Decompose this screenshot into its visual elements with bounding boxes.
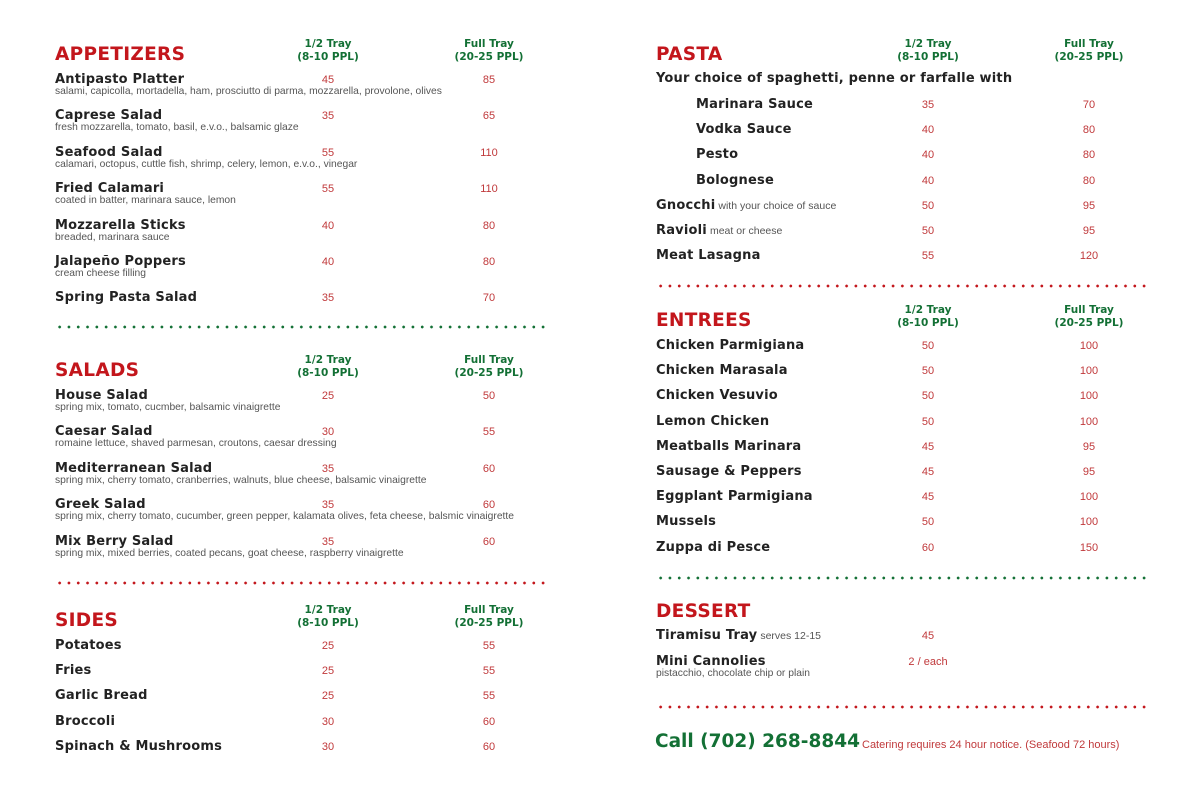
full-tray-price: 60	[482, 715, 496, 728]
item-name-text: Greek Salad	[55, 497, 146, 513]
section-title: APPETIZERS	[55, 44, 186, 65]
section-title: PASTA	[656, 44, 723, 65]
half-tray-price: 50	[921, 415, 935, 428]
half-tray-price: 55	[321, 183, 335, 196]
tray-header-line: 1/2 Tray	[304, 38, 352, 50]
item-description: calamari, octopus, cuttle fish, shrimp, celery, lemon, e.v.o., vinegar	[55, 158, 358, 170]
full-tray-price: 65	[482, 110, 496, 123]
half-tray-price: 30	[321, 740, 335, 753]
half-tray-price: 40	[921, 174, 935, 187]
half-tray-price: 30	[321, 426, 335, 439]
item-description: pistacchio, chocolate chip or plain	[656, 667, 810, 679]
phone-number[interactable]: Call (702) 268-8844	[655, 731, 860, 752]
item-name-text: Marinara Sauce	[696, 97, 814, 112]
full-tray-price: 95	[1082, 199, 1096, 212]
item-name-text: Chicken Marasala	[656, 363, 788, 379]
tray-header-line: 1/2 Tray	[904, 304, 952, 316]
tray-header-line: Full Tray	[464, 38, 514, 50]
half-tray-price: 25	[321, 640, 335, 652]
full-tray-price: 150	[1079, 541, 1099, 554]
full-tray-price: 55	[482, 665, 496, 678]
tray-header-line: (8-10 PPL)	[297, 51, 359, 63]
item-name-text: House Salad	[55, 388, 149, 403]
tray-header-line: Full Tray	[464, 604, 514, 616]
item-name-text: Zuppa di Pesce	[656, 539, 771, 555]
half-tray-price: 45	[921, 630, 935, 642]
item-name-text: Mini Cannolies	[656, 653, 766, 669]
half-tray-price: 2 / each	[908, 655, 948, 668]
item-name-text: Chicken Parmigiana	[656, 338, 805, 353]
item-description: romaine lettuce, shaved parmesan, croutons, caesar dressing	[55, 438, 337, 450]
full-tray-price: 60	[482, 462, 496, 475]
full-tray-price: 110	[480, 146, 498, 159]
half-tray-price: 45	[321, 74, 335, 86]
full-tray-price: 95	[1082, 440, 1096, 453]
menu-item	[55, 181, 555, 206]
tray-header-full	[429, 354, 549, 380]
tray-header-full	[429, 604, 549, 630]
menu-item	[55, 290, 555, 305]
item-name-text: Mediterranean Salad	[55, 460, 213, 476]
menu-item	[656, 248, 1156, 263]
item-description: spring mix, cherry tomato, cranberries, walnuts, blue cheese, balsamic vinaigrette	[55, 474, 427, 486]
item-name-text: Vodka Sauce	[696, 122, 792, 138]
menu-item	[55, 739, 555, 754]
item-description: coated in batter, marinara sauce, lemon	[55, 195, 236, 207]
full-tray-price: 80	[482, 219, 496, 232]
item-name-text: Antipasto Platter	[55, 72, 185, 87]
menu-item	[656, 464, 1156, 479]
full-tray-price: 50	[482, 390, 496, 402]
menu-item	[55, 218, 555, 243]
item-name-text: Pesto	[696, 147, 739, 163]
item-name-text: Eggplant Parmigiana	[656, 489, 813, 505]
tray-header-full	[1029, 38, 1149, 64]
menu-item	[656, 97, 1156, 112]
menu-item	[55, 254, 555, 279]
half-tray-price: 40	[321, 219, 335, 232]
full-tray-price: 55	[482, 640, 496, 652]
item-name-text: Broccoli	[55, 713, 116, 729]
full-tray-price: 110	[480, 183, 498, 196]
half-tray-price: 45	[921, 491, 935, 504]
item-description: breaded, marinara sauce	[55, 231, 170, 243]
full-tray-price: 95	[1082, 225, 1096, 237]
half-tray-price: 25	[321, 390, 335, 402]
half-tray-price: 50	[921, 390, 935, 403]
menu-item	[55, 461, 555, 486]
half-tray-price: 50	[921, 365, 935, 378]
menu-item	[55, 638, 555, 653]
half-tray-price: 45	[921, 466, 935, 478]
full-tray-price: 80	[1082, 174, 1096, 187]
item-description: spring mix, tomato, cucmber, balsamic vinaigrette	[55, 402, 281, 413]
half-tray-price: 40	[921, 149, 935, 162]
menu-item	[656, 439, 1156, 454]
item-name-text: Tiramisu Tray	[656, 628, 758, 643]
tray-header-line: (20-25 PPL)	[1054, 317, 1124, 329]
tray-header-line: (20-25 PPL)	[1054, 51, 1124, 63]
half-tray-price: 55	[321, 146, 335, 159]
tray-header-half	[268, 604, 388, 630]
half-tray-price: 25	[321, 665, 335, 678]
full-tray-price: 80	[1082, 124, 1096, 137]
half-tray-price: 50	[921, 340, 935, 352]
full-tray-price: 70	[482, 292, 496, 305]
menu-item	[55, 497, 555, 522]
section-subtitle: Your choice of spaghetti, penne or farfalle with	[656, 71, 1013, 86]
item-name-text: Potatoes	[55, 638, 122, 653]
half-tray-price: 50	[921, 516, 935, 529]
menu-item	[55, 72, 555, 97]
item-name-text: Jalapeño Poppers	[55, 254, 186, 269]
menu-item	[656, 489, 1156, 504]
tray-header-half	[268, 38, 388, 64]
item-name-text: Mozzarella Sticks	[55, 217, 186, 233]
section-title: SIDES	[55, 610, 119, 631]
menu-item	[55, 424, 555, 449]
half-tray-price: 50	[921, 199, 935, 212]
item-name-text: Caesar Salad	[55, 424, 153, 440]
full-tray-price: 100	[1079, 390, 1099, 403]
menu-item	[656, 173, 1156, 188]
tray-header-line: (20-25 PPL)	[454, 617, 524, 629]
menu-item	[55, 108, 555, 133]
full-tray-price: 100	[1079, 415, 1099, 428]
half-tray-price: 35	[321, 462, 335, 475]
full-tray-price: 120	[1079, 250, 1099, 263]
tray-header-line: (8-10 PPL)	[297, 367, 359, 379]
item-name-text: Lemon Chicken	[656, 413, 770, 429]
tray-header-line: 1/2 Tray	[304, 354, 352, 366]
item-description: fresh mozzarella, tomato, basil, e.v.o., balsamic glaze	[55, 122, 299, 134]
item-name-text: Fried Calamari	[55, 181, 165, 197]
menu-item	[55, 388, 555, 413]
dotted-divider	[656, 705, 1151, 709]
full-tray-price: 80	[482, 256, 496, 268]
full-tray-price: 60	[482, 499, 496, 512]
tray-header-line: Full Tray	[464, 354, 514, 366]
full-tray-price: 85	[482, 74, 496, 86]
menu-item	[656, 628, 1156, 643]
item-name-text: Caprese Salad	[55, 108, 163, 124]
menu-item	[55, 145, 555, 170]
item-name-text: Mussels	[656, 514, 717, 530]
tray-header-full	[429, 38, 549, 64]
item-name-text: Ravioli	[656, 223, 707, 238]
tray-header-line: 1/2 Tray	[304, 604, 352, 616]
half-tray-price: 60	[921, 541, 935, 554]
tray-header-line: (8-10 PPL)	[897, 317, 959, 329]
half-tray-price: 40	[321, 256, 335, 268]
tray-header-full	[1029, 304, 1149, 330]
catering-notice: Catering requires 24 hour notice. (Seafood 72 hours)	[862, 739, 1120, 751]
item-name-text: Fries	[55, 663, 92, 679]
half-tray-price: 35	[321, 292, 335, 305]
full-tray-price: 80	[1082, 149, 1096, 162]
tray-header-half	[268, 354, 388, 380]
tray-header-half	[868, 38, 988, 64]
half-tray-price: 25	[321, 690, 335, 703]
dotted-divider	[656, 284, 1151, 288]
full-tray-price: 55	[482, 426, 496, 439]
menu-item	[656, 122, 1156, 137]
tray-header-line: (20-25 PPL)	[454, 51, 524, 63]
dotted-divider	[55, 581, 550, 585]
item-name-text: Spring Pasta Salad	[55, 290, 198, 306]
item-note: with your choice of sauce	[718, 199, 837, 212]
full-tray-price: 100	[1079, 340, 1099, 352]
menu-item	[55, 534, 555, 559]
full-tray-price: 95	[1082, 466, 1096, 478]
section-title: SALADS	[55, 360, 140, 381]
half-tray-price: 35	[921, 99, 935, 111]
menu-item	[656, 223, 1156, 238]
menu-item	[656, 147, 1156, 162]
menu-item	[656, 414, 1156, 429]
item-description: spring mix, mixed berries, coated pecans, goat cheese, raspberry vinaigrette	[55, 547, 404, 559]
tray-header-half	[868, 304, 988, 330]
item-name-text: Gnocchi	[656, 197, 716, 213]
full-tray-price: 60	[482, 535, 496, 548]
tray-header-line: 1/2 Tray	[904, 38, 952, 50]
menu-item	[656, 540, 1156, 555]
item-name-text: Spinach & Mushrooms	[55, 738, 223, 754]
half-tray-price: 30	[321, 715, 335, 728]
menu-item	[55, 688, 555, 703]
item-note: serves 12-15	[760, 630, 822, 642]
item-name-text: Chicken Vesuvio	[656, 388, 778, 404]
item-description: spring mix, cherry tomato, cucumber, green pepper, kalamata olives, feta cheese, balsmic vinaigrette	[55, 511, 515, 523]
menu-item	[656, 198, 1156, 213]
item-description: cream cheese filling	[55, 268, 146, 279]
half-tray-price: 35	[321, 535, 335, 548]
menu-item	[55, 663, 555, 678]
item-description: salami, capicolla, mortadella, ham, prosciutto di parma, mozzarella, provolone, olives	[55, 86, 442, 97]
menu-item	[656, 514, 1156, 529]
dotted-divider	[656, 576, 1151, 580]
half-tray-price: 45	[921, 440, 935, 453]
tray-header-line: Full Tray	[1064, 304, 1114, 316]
half-tray-price: 35	[321, 110, 335, 123]
menu-item	[55, 714, 555, 729]
tray-header-line: (8-10 PPL)	[897, 51, 959, 63]
full-tray-price: 55	[482, 690, 496, 703]
full-tray-price: 100	[1079, 491, 1099, 504]
item-name-text: Sausage & Peppers	[656, 464, 802, 479]
section-title: ENTREES	[656, 310, 752, 331]
item-name-text: Mix Berry Salad	[55, 533, 174, 549]
item-name-text: Seafood Salad	[55, 144, 163, 160]
menu-item	[656, 363, 1156, 378]
item-name-text: Meat Lasagna	[656, 248, 761, 264]
item-name-text: Meatballs Marinara	[656, 438, 802, 454]
dotted-divider	[55, 325, 550, 329]
section-title: DESSERT	[656, 601, 751, 622]
full-tray-price: 60	[482, 740, 496, 753]
menu-item	[656, 338, 1156, 353]
half-tray-price: 35	[321, 499, 335, 512]
full-tray-price: 100	[1079, 365, 1099, 378]
menu-item	[656, 388, 1156, 403]
item-note: meat or cheese	[709, 225, 783, 237]
tray-header-line: (8-10 PPL)	[297, 617, 359, 629]
full-tray-price: 70	[1082, 99, 1096, 111]
item-name-text: Garlic Bread	[55, 688, 148, 704]
tray-header-line: (20-25 PPL)	[454, 367, 524, 379]
half-tray-price: 40	[921, 124, 935, 137]
menu-item	[656, 654, 1156, 679]
half-tray-price: 50	[921, 225, 935, 237]
item-name-text: Bolognese	[696, 172, 774, 188]
half-tray-price: 55	[921, 250, 935, 263]
tray-header-line: Full Tray	[1064, 38, 1114, 50]
full-tray-price: 100	[1079, 516, 1099, 529]
